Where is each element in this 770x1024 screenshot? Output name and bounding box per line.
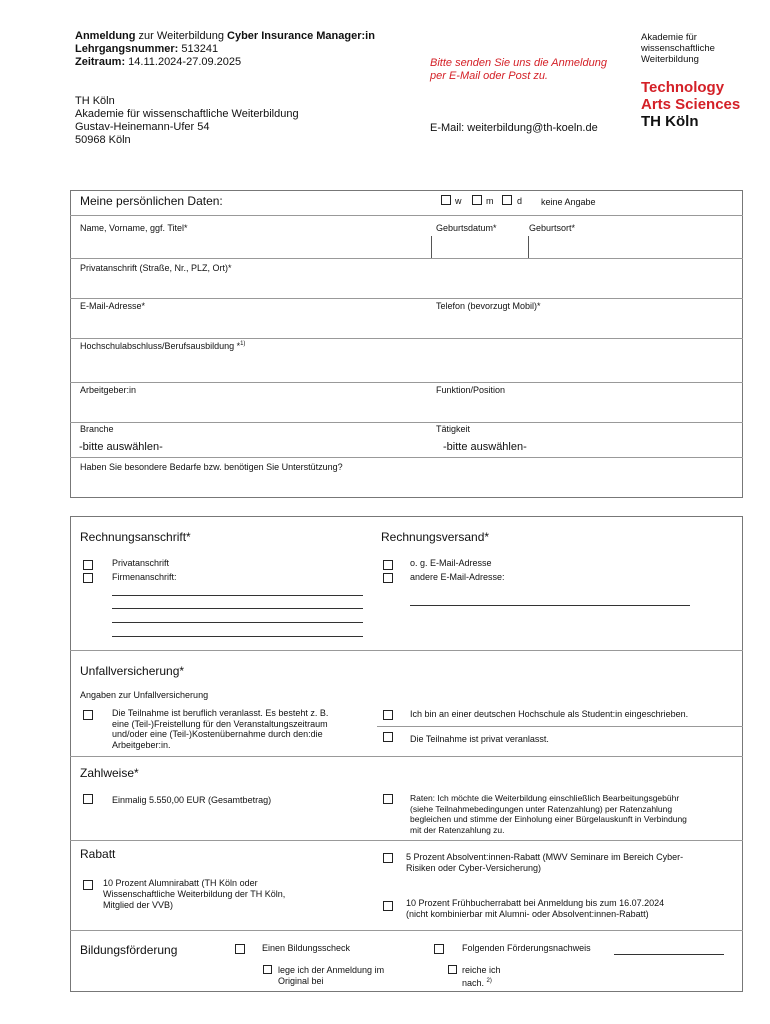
insurance-private-checkbox[interactable] [383,732,393,742]
divider [377,726,743,727]
gender-d-checkbox[interactable] [502,195,512,205]
taetigkeit-select[interactable]: -bitte auswählen- [443,441,527,453]
discount-earlybird-text [406,898,664,920]
birthplace-label: Geburtsort* [529,223,576,233]
birthdate-label: Geburtsdatum* [436,223,497,233]
divider [70,930,743,931]
billing-title: Rechnungsanschrift* [80,530,191,544]
billing-company-label: Firmenanschrift: [112,572,177,582]
billing-company-checkbox[interactable] [83,573,93,583]
address-line1: TH Köln [75,95,115,107]
email-input[interactable] [78,314,423,334]
function-label: Funktion/Position [436,385,506,395]
funding-voucher-label: Einen Bildungsscheck [262,943,351,953]
funding-proof-later-checkbox[interactable] [448,965,457,974]
discount-graduate-text [406,852,683,874]
insurance-work-line4: Arbeitgeber:in. [112,739,171,750]
divider [70,840,743,841]
course-period-label: Zeitraum: [75,56,126,68]
discount-graduate-line2: Risiken oder Cyber-Versicherung) [406,863,542,873]
submission-note-line2: per E-Mail oder Post zu. [430,70,548,82]
logo-arts-sciences: Arts Sciences [641,96,741,113]
discount-graduate-line1: 5 Prozent Absolvent:innen-Rabatt (MWV Seminare im Bereich Cyber- [406,852,684,862]
th-koeln-logo [641,32,740,130]
funding-voucher-checkbox[interactable] [235,944,245,954]
submission-note-line1: Bitte senden Sie uns die Anmeldung [430,57,607,69]
course-number [75,43,218,55]
discount-earlybird-checkbox[interactable] [383,901,393,911]
other-email-line[interactable] [410,605,690,606]
insurance-title: Unfallversicherung* [80,664,185,678]
private-address-input[interactable] [78,275,738,295]
degree-label-text: Hochschulabschluss/Berufsausbildung * [80,341,241,351]
payment-installments-line3: begleichen und stimme der Einholung einer Bürgelauskunft in Verbindung [410,814,687,824]
birthdate-input[interactable] [434,236,524,256]
funding-proof-later-line2 [462,976,501,989]
company-address-line1[interactable] [112,595,363,596]
funding-voucher-original-line1: lege ich der Anmeldung im [278,965,385,975]
insurance-work-line2: eine (Teil-)Freistellung für den Veranstaltungszeitraum [112,718,328,729]
branche-select[interactable]: -bitte auswählen- [79,441,163,453]
payment-single-label: Einmalig 5.550,00 EUR (Gesamtbetrag) [112,795,272,805]
funding-proof-later-text2: nach. [462,978,485,988]
logo-th-koeln: TH Köln [641,113,699,130]
divider [70,298,743,299]
shipping-title: Rechnungsversand* [381,530,490,544]
funding-voucher-original-text [278,965,384,987]
insurance-subtitle: Angaben zur Unfallversicherung [80,690,209,700]
discount-alumni-checkbox[interactable] [83,880,93,890]
address-line4: 50968 Köln [75,134,131,146]
payment-installments-checkbox[interactable] [383,794,393,804]
funding-voucher-original-checkbox[interactable] [263,965,272,974]
birthplace-input[interactable] [531,236,736,256]
discount-alumni-line3: Mitglied der VVB) [103,900,174,910]
discount-alumni-line1: 10 Prozent Alumnirabatt (TH Köln oder [103,878,258,888]
divider [70,422,743,423]
degree-footnote: 1) [240,341,246,347]
insurance-work-line1: Die Teilnahme ist beruflich veranlasst. Es besteht z. B. [112,708,329,718]
company-address-line2[interactable] [112,608,363,609]
logo-line3: Weiterbildung [641,54,699,65]
discount-alumni-line2: Wissenschaftliche Weiterbildung der TH Köln, [103,889,286,899]
funding-proof-later-line1: reiche ich [462,965,501,975]
discount-alumni-text [103,878,285,911]
divider [70,756,743,757]
degree-input[interactable] [78,355,738,377]
needs-label: Haben Sie besondere Bedarfe bzw. benötigen Sie Unterstützung? [80,462,343,472]
insurance-student-checkbox[interactable] [383,710,393,720]
funding-proof-line[interactable] [614,954,724,955]
discount-graduate-checkbox[interactable] [383,853,393,863]
private-address-label: Privatanschrift (Straße, Nr., PLZ, Ort)* [80,263,232,273]
personal-data-title: Meine persönlichen Daten: [80,194,223,208]
email-label: E-Mail-Adresse* [80,301,146,311]
shipping-other-label: andere E-Mail-Adresse: [410,572,505,582]
course-name: Cyber Insurance Manager:in [227,30,375,42]
divider [70,258,743,259]
logo-line1: Akademie für [641,32,697,43]
logo-line2: wissenschaftliche [641,43,715,54]
course-number-value: 513241 [178,43,219,55]
needs-input[interactable] [78,474,738,494]
funding-proof-label: Folgenden Förderungsnachweis [462,943,591,953]
degree-label [80,341,245,351]
shipping-email-label: o. g. E-Mail-Adresse [410,558,492,568]
payment-title: Zahlweise* [80,766,139,780]
gender-none-label: keine Angabe [541,197,596,207]
name-label: Name, Vorname, ggf. Titel* [80,223,188,233]
phone-input[interactable] [434,314,734,334]
funding-proof-checkbox[interactable] [434,944,444,954]
options-section [70,516,743,992]
funding-proof-later-text [462,965,501,989]
gender-d-label: d [517,196,523,206]
employer-input[interactable] [78,398,423,418]
course-number-label: Lehrgangsnummer: [75,43,179,55]
shipping-email-checkbox[interactable] [383,560,393,570]
taetigkeit-label: Tätigkeit [436,424,471,434]
discount-earlybird-line2: (nicht kombinierbar mit Alumni- oder Absolvent:innen-Rabatt) [406,909,649,919]
billing-private-label: Privatanschrift [112,558,170,568]
insurance-student-label: Ich bin an einer deutschen Hochschule als Student:in eingeschrieben. [410,709,689,719]
field-separator [528,236,529,258]
logo-technology: Technology [641,79,725,96]
divider [70,338,743,339]
function-input[interactable] [434,398,734,418]
company-address-line3[interactable] [112,622,363,623]
title-mid: zur Weiterbildung [135,30,228,42]
course-period [75,56,241,68]
form-title [75,30,375,42]
gender-w-checkbox[interactable] [441,195,451,205]
name-input[interactable] [78,236,423,256]
insurance-work-line3: und/oder eine (Teil-)Kostenübernahme durch den:die [112,729,323,739]
insurance-work-text [112,708,357,750]
payment-installments-line1: Raten: Ich möchte die Weiterbildung einschließlich Bearbeitungsgebühr [410,793,680,803]
funding-footnote: 2) [486,978,492,984]
gender-m-checkbox[interactable] [472,195,482,205]
insurance-work-checkbox[interactable] [83,710,93,720]
branche-label: Branche [80,424,114,434]
title-prefix: Anmeldung [75,30,136,42]
divider [70,457,743,458]
discount-earlybird-line1: 10 Prozent Frühbucherrabatt bei Anmeldung bis zum 16.07.2024 [406,898,665,908]
payment-single-checkbox[interactable] [83,794,93,804]
payment-installments-line4: mit der Ratenzahlung zu. [410,824,505,835]
payment-installments-line2: (siehe Teilnahmebedingungen unter Ratenzahlung) per Ratenzahlung [410,803,673,814]
phone-label: Telefon (bevorzugt Mobil)* [436,301,541,311]
funding-title: Bildungsförderung [80,943,178,957]
address-line3: Gustav-Heinemann-Ufer 54 [75,121,210,133]
billing-private-checkbox[interactable] [83,560,93,570]
employer-label: Arbeitgeber:in [80,385,137,395]
gender-m-label: m [486,196,494,206]
payment-installments-text [410,793,687,835]
divider [70,215,743,216]
field-separator [431,236,432,258]
contact-email: E-Mail: weiterbildung@th-koeln.de [430,122,598,134]
funding-voucher-original-line2: Original bei [278,976,324,986]
course-period-value: 14.11.2024-27.09.2025 [125,56,242,68]
address-line2: Akademie für wissenschaftliche Weiterbildung [75,108,299,120]
gender-w-label: w [455,196,462,206]
company-address-line4[interactable] [112,636,363,637]
shipping-other-checkbox[interactable] [383,573,393,583]
insurance-private-label: Die Teilnahme ist privat veranlasst. [410,734,549,744]
divider [70,382,743,383]
divider [70,650,743,651]
discount-title: Rabatt [80,847,116,861]
